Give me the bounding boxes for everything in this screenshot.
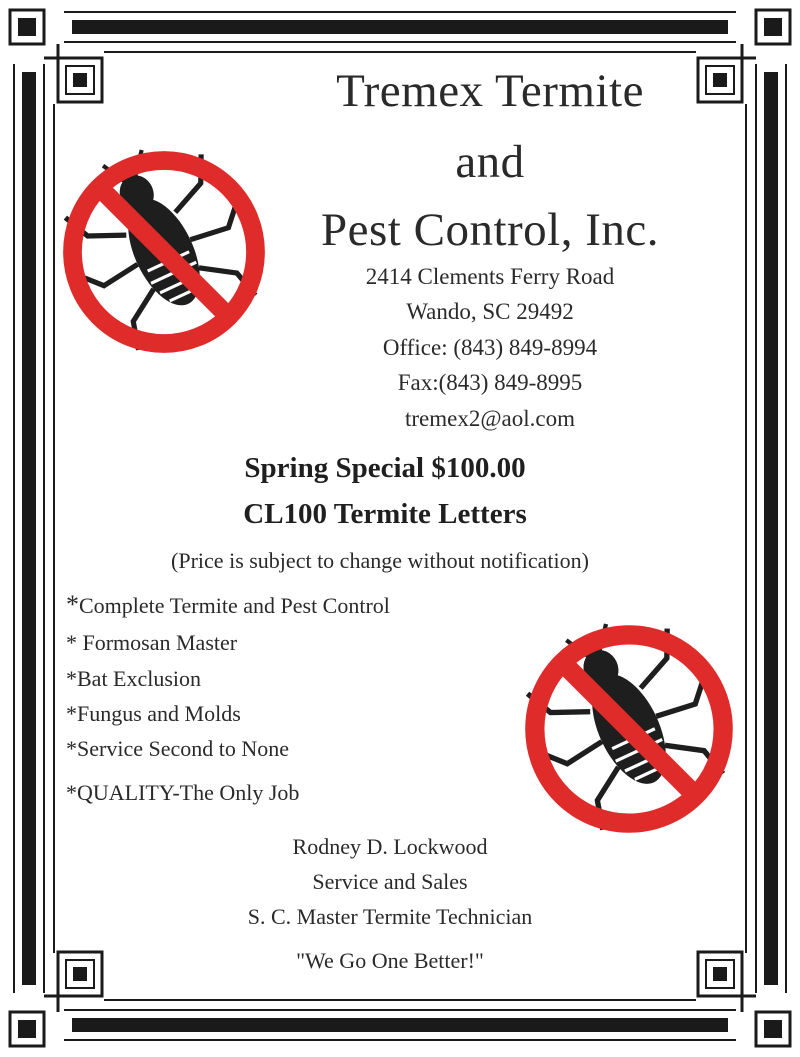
service-item bbox=[66, 590, 390, 620]
service-item bbox=[66, 630, 237, 656]
service-text: Formosan Master bbox=[77, 630, 238, 655]
email-address: tremex2@aol.com bbox=[405, 406, 575, 431]
contact-role: Service and Sales bbox=[312, 869, 468, 894]
address-city: Wando, SC 29492 bbox=[406, 299, 574, 324]
no-termite-icon bbox=[60, 148, 268, 356]
service-text: Fungus and Molds bbox=[77, 701, 241, 726]
bullet-star: * bbox=[66, 780, 77, 805]
no-termite-icon bbox=[522, 622, 736, 836]
bullet-star: * bbox=[66, 666, 77, 691]
office-phone: Office: (843) 849-8994 bbox=[382, 335, 598, 360]
address-street: 2414 Clements Ferry Road bbox=[365, 264, 615, 289]
service-text: Service Second to None bbox=[77, 736, 289, 761]
contact-name: Rodney D. Lockwood bbox=[292, 834, 488, 859]
bullet-star: * bbox=[66, 736, 77, 761]
slogan: "We Go One Better!" bbox=[296, 948, 484, 973]
service-item bbox=[66, 736, 289, 762]
special-offer-subtitle: CL100 Termite Letters bbox=[243, 498, 527, 530]
service-item bbox=[66, 701, 241, 727]
company-name-line2: and bbox=[455, 136, 525, 188]
bullet-star: * bbox=[66, 701, 77, 726]
price-note: (Price is subject to change without notification) bbox=[171, 548, 589, 573]
service-text: Complete Termite and Pest Control bbox=[79, 593, 390, 618]
company-name-line1: Tremex Termite bbox=[336, 65, 644, 117]
service-text: QUALITY-The Only Job bbox=[77, 780, 300, 805]
contact-certification: S. C. Master Termite Technician bbox=[247, 904, 533, 929]
service-item bbox=[66, 666, 201, 692]
bullet-star: * bbox=[66, 630, 77, 655]
special-offer-title: Spring Special $100.00 bbox=[244, 452, 526, 484]
service-item bbox=[66, 780, 299, 806]
service-text: Bat Exclusion bbox=[77, 666, 202, 691]
fax-number: Fax:(843) 849-8995 bbox=[397, 370, 583, 395]
bullet-star: * bbox=[66, 590, 79, 619]
company-name-line3: Pest Control, Inc. bbox=[321, 204, 659, 256]
